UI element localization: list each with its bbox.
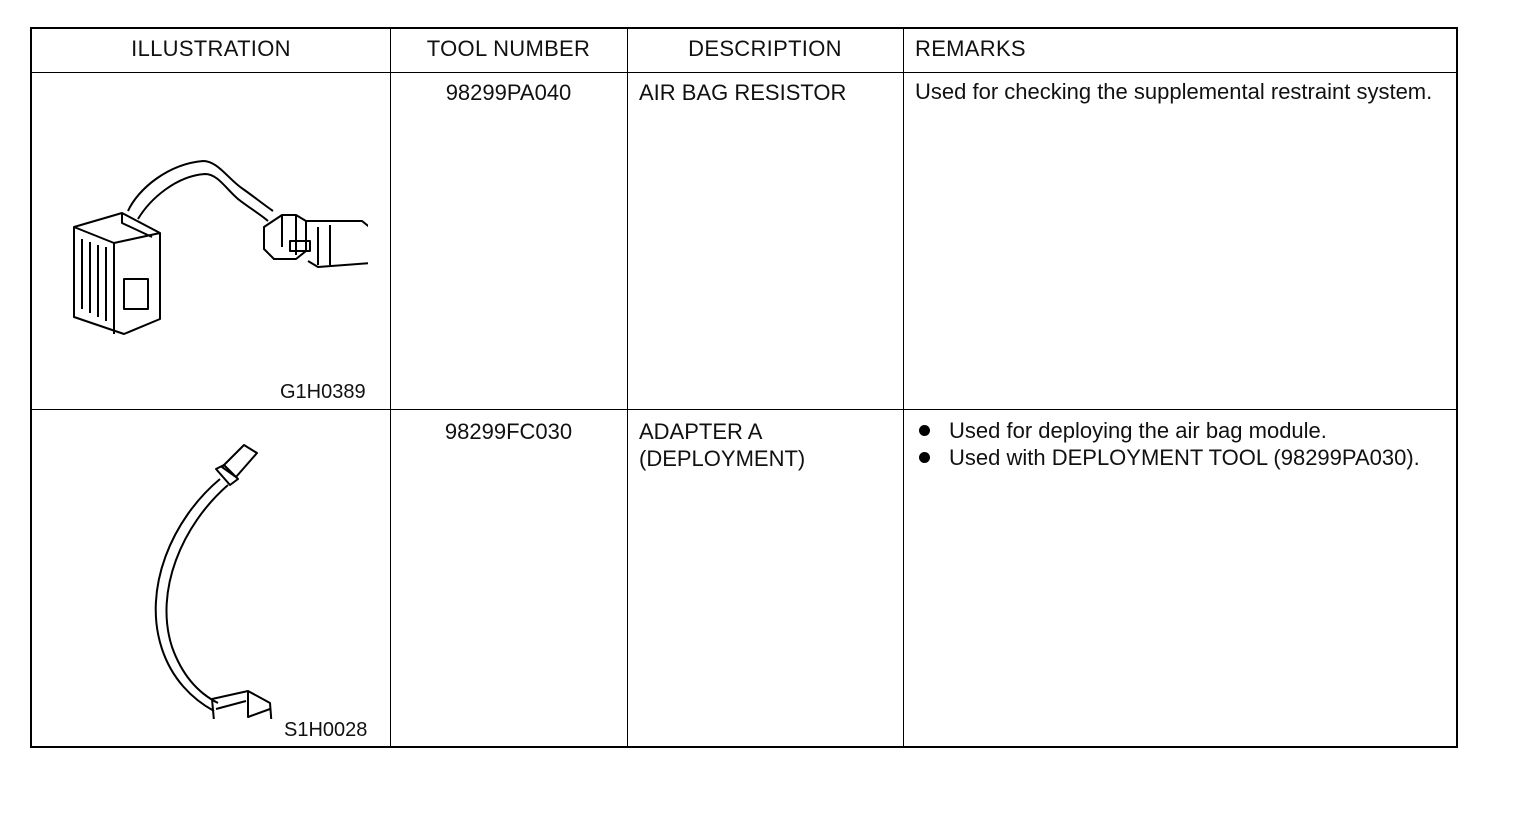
description-line: (DEPLOYMENT)	[639, 446, 806, 471]
header-divider	[32, 72, 1456, 73]
column-divider	[390, 29, 391, 746]
column-divider	[627, 29, 628, 746]
tool-description: AIR BAG RESISTOR	[639, 80, 847, 105]
figure-code: G1H0389	[280, 381, 366, 403]
remark-bullet: Used for deploying the air bag module.	[915, 417, 1435, 444]
header-illustration: ILLUSTRATION	[131, 36, 291, 61]
tool-remarks: Used for checking the supplemental restraint system.	[915, 79, 1433, 104]
header-remarks: REMARKS	[915, 36, 1026, 61]
header-description: DESCRIPTION	[688, 36, 842, 61]
special-tools-table	[30, 27, 1458, 748]
header-tool-number: TOOL NUMBER	[426, 36, 591, 61]
figure-code: S1H0028	[284, 719, 368, 741]
tool-number: 98299FC030	[444, 419, 573, 444]
tool-number: 98299PA040	[445, 80, 572, 105]
description-line: ADAPTER A	[639, 419, 763, 444]
deployment-adapter-cable-icon	[132, 439, 282, 719]
row-divider	[32, 409, 1456, 410]
tool-description	[639, 418, 805, 472]
tool-remarks	[915, 417, 1435, 471]
remark-bullet: Used with DEPLOYMENT TOOL (98299PA030).	[915, 444, 1435, 471]
column-divider	[903, 29, 904, 746]
air-bag-resistor-connector-icon	[68, 149, 368, 339]
